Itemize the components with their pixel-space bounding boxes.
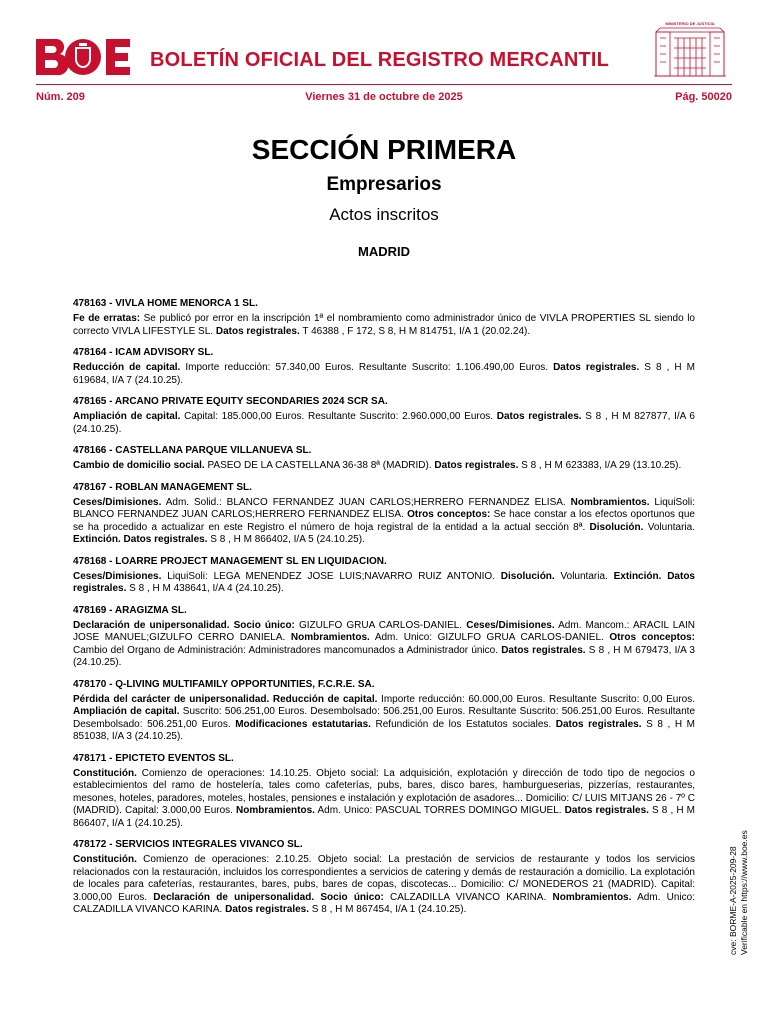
entry-label: Constitución. <box>73 854 137 865</box>
entry-heading: 478171 - EPICTETO EVENTOS SL. <box>73 752 234 764</box>
entry-label: Otros conceptos: <box>609 632 695 643</box>
entry-text: S 8 , H M 867454, I/A 1 (24.10.25). <box>309 904 467 915</box>
entry <box>73 481 695 547</box>
entry-label: Nombramientos. <box>236 805 315 816</box>
entry-label: Ceses/Dimisiones. <box>73 496 162 508</box>
entry-text: LiquiSoli: LEGA MENENDEZ JOSE LUIS;NAVARRO RUIZ ANTONIO. <box>161 570 501 582</box>
entry-body <box>73 768 695 831</box>
cve-code: cve: BORME-A-2025-209-28 <box>728 846 738 955</box>
section-title: SECCIÓN PRIMERA <box>251 134 517 165</box>
entry-heading: 478170 - Q-LIVING MULTIFAMILY OPPORTUNITIES, F.C.R.E. SA. <box>73 678 375 690</box>
entry-label: Modificaciones estatutarias. <box>235 718 371 730</box>
entry-label: Cambio de domicilio social. <box>73 460 205 471</box>
entry-label: Extinción. Datos registrales. <box>73 570 695 594</box>
entry-label: Datos registrales. <box>564 805 649 816</box>
entry-text: S 8 , H M 827877, I/A 6 (24.10.25). <box>73 411 695 435</box>
entries-list <box>73 297 695 925</box>
entry-label: Ampliación de capital. <box>73 411 181 422</box>
entry-heading: 478165 - ARCANO PRIVATE EQUITY SECONDARIES 2024 SCR SA. <box>73 396 388 407</box>
ministry-seal <box>652 18 728 80</box>
entry-text: Se publicó por error en la inscripción 1ª el nombramiento como administrador único de VIVLA PROPERTIES SL siendo lo correcto VIVLA LIFESTYLE SL. <box>73 313 695 337</box>
entry-text: S 8 , H M 851038, I/A 3 (24.10.25). <box>73 718 695 742</box>
page-number: Pág. 50020 <box>675 91 732 103</box>
entry <box>73 395 695 436</box>
entry-text: LiquiSoli: BLANCO FERNANDEZ JUAN CARLOS;HERRERO FERNANDEZ ELISA. <box>73 496 696 520</box>
verify-url: Verificable en https://www.boe.es <box>739 830 749 955</box>
entry <box>73 838 695 917</box>
entry-label: Disolución. <box>500 570 555 582</box>
entry-label: Nombramientos. <box>290 632 370 643</box>
entry-text: Importe reducción: 57.340,00 Euros. Resultante Suscrito: 1.106.490,00 Euros. <box>180 362 554 373</box>
page-header <box>36 21 736 84</box>
entry-body <box>73 362 695 387</box>
entry <box>73 346 695 387</box>
section-subsubtitle: Actos inscritos <box>329 205 439 224</box>
publication-title: BOLETÍN OFICIAL DEL REGISTRO MERCANTIL <box>150 49 610 71</box>
entry-text: Voluntaria. <box>643 521 695 533</box>
entry <box>73 604 695 670</box>
entry-label: Otros conceptos: <box>407 509 491 520</box>
entry-label: Nombramientos. <box>552 891 632 903</box>
entry-text: Comienzo de operaciones: 14.10.25. Objeto social: La adquisición, explotación y dirección de todo tipo de negocios o establecimientos del ramo de hostelería, tales como cafeterías, pubs, bares, disco bares, hamburgueserias, pizzerías, restaurantes, mesones, hoteles, paradores, moteles, hostales, pensiones e instalación y explotación de asadores... Domicilio: C/ LUIS MITJANS 26 - 7º C (MADRID). Capital: 3.000,00 Euros. <box>73 767 695 816</box>
ministry-name: MINISTERIO DE JUSTICIA <box>665 21 715 26</box>
entry-label: Ceses/Dimisiones. <box>466 619 555 631</box>
entry-label: Ampliación de capital. <box>73 706 180 717</box>
entry-text: Adm. Unico: GIZULFO GRUA CARLOS-DANIEL. <box>369 632 610 643</box>
entry-label: Nombramientos. <box>570 496 650 508</box>
entry-text: S 8 , H M 623383, I/A 29 (13.10.25). <box>518 460 682 471</box>
entry-heading: 478168 - LOARRE PROJECT MANAGEMENT SL EN LIQUIDACION. <box>73 555 387 567</box>
entry-label: Reducción de capital. <box>73 362 181 373</box>
entry-body <box>73 497 695 547</box>
entry-label: Pérdida del carácter de unipersonalidad. Reducción de capital. <box>73 693 378 705</box>
entry-text: S 8 , H M 438641, I/A 4 (24.10.25). <box>126 583 284 594</box>
entry-body <box>73 411 695 436</box>
entry-text: Capital: 185.000,00 Euros. Resultante Suscrito: 2.960.000,00 Euros. <box>180 411 497 422</box>
entry-text: Comienzo de operaciones: 2.10.25. Objeto social: La prestación de servicios de restaurante y todos los servicios relacionados con la restauración, incluidos los correspondientes a servicios de catering y demás de restauración a domicilio. La explotación de locales para cafeterías, restaurantes, bares, pubs, bares de copas, discotecas... Domicilio: C/ MONEDEROS 21 (MADRID). Capital: 3.000,00 Euros. <box>73 854 695 903</box>
entry-label: Datos registrales. <box>225 904 310 915</box>
entry-heading: 478163 - VIVLA HOME MENORCA 1 SL. <box>73 298 258 309</box>
entry-text: Adm. Mancom.: ARACIL LAIN JOSE MANUEL;GIZULFO CERRO DANIELA. <box>73 619 695 643</box>
issue-date: Viernes 31 de octubre de 2025 <box>305 91 463 103</box>
issue-number: Núm. 209 <box>36 91 85 103</box>
entry-text: CALZADILLA VIVANCO KARINA. <box>383 891 553 903</box>
entry-label: Datos registrales. <box>434 460 519 471</box>
entry-body <box>73 313 695 338</box>
entry-text: Adm. Solid.: BLANCO FERNANDEZ JUAN CARLOS;HERRERO FERNANDEZ ELISA. <box>161 496 571 508</box>
entry <box>73 678 695 744</box>
entry-text: Importe reducción: 60.000,00 Euros. Resultante Suscrito: 0,00 Euros. <box>377 693 695 705</box>
entry-label: Constitución. <box>73 767 137 779</box>
entry-text: Refundición de los Estatutos sociales. <box>370 718 556 730</box>
entry-text: GIZULFO GRUA CARLOS-DANIEL. <box>294 619 467 631</box>
entry-text: Cambio del Organo de Administración: Administradores mancomunados a Administrador único. <box>73 644 502 656</box>
entry-text: Voluntaria. <box>554 570 614 582</box>
entry-label: Datos registrales. <box>555 718 642 730</box>
ministry-building-icon <box>652 18 728 80</box>
entry-text: S 8 , H M 866402, I/A 5 (24.10.25). <box>207 534 365 545</box>
header-rule <box>36 84 732 85</box>
entry-body <box>73 571 695 596</box>
entry-label: Datos registrales. <box>496 411 582 422</box>
entry-label: Datos registrales. <box>501 644 586 656</box>
entry-text: T 46388 , F 172, S 8, H M 814751, I/A 1 (20.02.24). <box>299 325 531 337</box>
entry-heading: 478172 - SERVICIOS INTEGRALES VIVANCO SL. <box>73 839 303 850</box>
entry-heading: 478166 - CASTELLANA PARQUE VILLANUEVA SL. <box>73 445 312 456</box>
entry-label: Extinción. Datos registrales. <box>73 534 208 545</box>
boe-logo-icon <box>36 38 130 76</box>
entry-body <box>73 620 695 670</box>
entry <box>73 297 695 338</box>
entry-label: Datos registrales. <box>553 362 640 373</box>
entry-heading: 478169 - ARAGIZMA SL. <box>73 604 187 616</box>
entry-body <box>73 854 695 917</box>
entry-body <box>73 694 695 744</box>
entry <box>73 555 695 596</box>
entry-text: Adm. Unico: PASCUAL TORRES DOMINGO MIGUEL. <box>314 805 565 816</box>
entry-text: S 8 , H M 679473, I/A 3 (24.10.25). <box>73 644 695 668</box>
entry-heading: 478164 - ICAM ADVISORY SL. <box>73 347 214 358</box>
entry-body <box>73 460 695 473</box>
entry-text: Se hace constar a los efectos oportunos que se ha procedido a actualizar en este Registro el número de hoja registral de la entidad a la actual sección 8ª. <box>73 509 695 533</box>
side-verification <box>728 830 750 955</box>
entry-text: S 8 , H M 619684, I/A 7 (24.10.25). <box>73 362 696 386</box>
entry-text: Adm. Unico: CALZADILLA VIVANCO KARINA. <box>73 891 695 915</box>
entry-text: Suscrito: 506.251,00 Euros. Desembolsado: 506.251,00 Euros. Resultante Suscrito: 506.251,00 Euros. Resultante Desembolsado: 506.251,00 Euros. <box>73 706 695 730</box>
entry-label: Declaración de unipersonalidad. Socio único: <box>73 619 295 631</box>
entry <box>73 752 695 831</box>
entry-text: PASEO DE LA CASTELLANA 36-38 8ª (MADRID). <box>204 460 435 471</box>
entry <box>73 444 695 473</box>
entry-label: Ceses/Dimisiones. <box>73 570 162 582</box>
province-heading: MADRID <box>358 244 410 259</box>
entry-label: Disolución. <box>589 521 644 533</box>
entry-text: S 8 , H M 866407, I/A 1 (24.10.25). <box>73 805 695 829</box>
entry-heading: 478167 - ROBLAN MANAGEMENT SL. <box>73 481 252 493</box>
section-subtitle: Empresarios <box>326 174 442 195</box>
entry-label: Fe de erratas: <box>73 313 141 324</box>
entry-label: Datos registrales. <box>215 325 300 337</box>
entry-label: Declaración de unipersonalidad. Socio único: <box>153 891 384 903</box>
